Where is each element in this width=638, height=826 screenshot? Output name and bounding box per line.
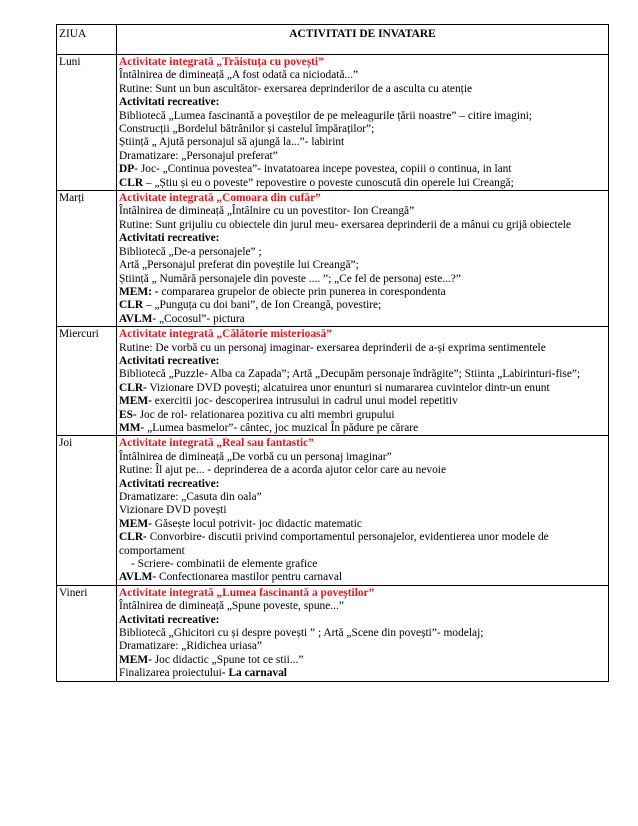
activity-text: exercitii joc- descoperirea intrusului in cadrul unui model repetitiv bbox=[151, 395, 458, 408]
activity-code: MEM- bbox=[119, 653, 152, 666]
activity-text: Joc didactic „Spune tot ce stii...” bbox=[151, 653, 304, 666]
activity-line: - Scriere- combinatii de elemente grafice bbox=[131, 558, 318, 571]
activity-line bbox=[119, 395, 606, 408]
section-label: Activitati recreative: bbox=[119, 354, 220, 367]
activity-line: Bibliotecă „De-a personajele” ; bbox=[119, 245, 262, 258]
activity-line: Construcții „Bordelul bătrânilor și castelul împăraților”; bbox=[119, 123, 375, 136]
day-cell: Miercuri bbox=[57, 327, 117, 436]
activity-line: Dramatizare: „Ridichea uriasa” bbox=[119, 640, 262, 653]
activity-text: – „Punguța cu doi bani”, de Ion Creangă, povestire; bbox=[143, 299, 382, 312]
activity-line bbox=[119, 667, 606, 680]
activity-title: Activitate integrată „Lumea fascinantă a poveștilor” bbox=[119, 586, 375, 599]
activity-text: - Joc- „Continua povestea”- invatatoarea incepe povestea, copiii o continua, in lant bbox=[134, 163, 512, 176]
activity-text: Confectionarea mastilor pentru carnaval bbox=[156, 571, 343, 584]
activity-code: CLR- bbox=[119, 531, 147, 544]
activity-line: Bibliotecă „Lumea fascinantă a poveștilor de pe meleagurile țării noastre” – citire imagini; bbox=[119, 109, 533, 122]
activity-line bbox=[119, 163, 606, 176]
activities-cell bbox=[117, 191, 609, 327]
activity-title: Activitate integrată „Comoara din cufăr” bbox=[119, 192, 321, 205]
activity-line: Vizionare DVD povești bbox=[119, 504, 227, 517]
activity-line: Rutine: Sunt un bun ascultător- exersarea deprinderilor de a asculta cu atenție bbox=[119, 82, 473, 95]
activity-line bbox=[119, 177, 606, 190]
activity-line bbox=[119, 286, 606, 299]
activity-line bbox=[119, 571, 606, 584]
activity-code: MEM- bbox=[119, 517, 152, 530]
table-row bbox=[57, 55, 609, 191]
activity-text: Finalizarea proiectului bbox=[119, 667, 222, 680]
activity-line bbox=[119, 382, 606, 395]
activity-text: - „Cocosul”- pictura bbox=[152, 312, 245, 325]
activity-text: Găsește locul potrivit- joc didactic matematic bbox=[151, 517, 362, 530]
activity-line: Bibliotecă „Ghicitori cu și despre povești ” ; Artă „Scene din povești”- modelaj; bbox=[119, 627, 484, 640]
activity-line: Întâlnirea de dimineață „A fost odată ca niciodată...” bbox=[119, 69, 359, 82]
activity-code: AVLM bbox=[119, 312, 153, 325]
activities-cell bbox=[117, 327, 609, 436]
activity-line: Întâlnirea de dimineață „Întâlnire cu un povestitor- Ion Creangă” bbox=[119, 205, 415, 218]
activity-line bbox=[119, 313, 606, 326]
day-cell: Marți bbox=[57, 191, 117, 327]
table-row bbox=[57, 585, 609, 681]
activity-text: – „Știu și eu o poveste” repovestire o poveste cunoscută din operele lui Creangă; bbox=[143, 176, 514, 189]
activity-code: DP bbox=[119, 163, 135, 176]
day-cell: Vineri bbox=[57, 585, 117, 681]
activity-line bbox=[119, 531, 606, 558]
activity-text: Vizionare DVD povești; alcatuirea unor enunturi si numararea cuvintelor dintr-un enunt bbox=[146, 381, 550, 394]
activity-line: Dramatizare: „Personajul preferat” bbox=[119, 149, 278, 162]
activity-line: Rutine: Sunt grijuliu cu obiectele din jurul meu- exersarea deprinderii de a mânui cu grijă obiectele bbox=[119, 218, 571, 231]
activities-table bbox=[56, 24, 609, 682]
day-cell: Joi bbox=[57, 436, 117, 585]
activity-line: Bibliotecă „Puzzle- Alba ca Zapada”; Artă „Decupăm personaje îndrăgite”; Stiinta „Labirinturi-fise”; bbox=[119, 368, 581, 381]
activity-line: Întâlnirea de dimineață „Spune poveste, spune...” bbox=[119, 600, 344, 613]
header-activities: ACTIVITATI DE INVATARE bbox=[117, 25, 609, 55]
activity-line bbox=[119, 299, 606, 312]
activity-code: AVLM- bbox=[119, 571, 157, 584]
activity-title: Activitate integrată „Călătorie misterioasă” bbox=[119, 328, 332, 341]
table-header-row bbox=[57, 25, 609, 55]
activity-final: - La carnaval bbox=[221, 667, 287, 680]
header-day: ZIUA bbox=[57, 25, 117, 55]
section-label: Activitati recreative: bbox=[119, 232, 220, 245]
activity-text: compararea grupelor de obiecte prin punerea in corespondenta bbox=[158, 285, 446, 298]
section-label: Activitati recreative: bbox=[119, 96, 220, 109]
day-cell: Luni bbox=[57, 55, 117, 191]
activity-line: Rutine: Îl ajut pe... - deprinderea de a acorda ajutor celor care au nevoie bbox=[119, 464, 447, 477]
table-row bbox=[57, 436, 609, 585]
activity-line bbox=[119, 518, 606, 531]
activities-cell bbox=[117, 585, 609, 681]
table-row bbox=[57, 191, 609, 327]
activity-line: Rutine: De vorbă cu un personaj imaginar- exersarea deprinderii de a-și exprima sentimentele bbox=[119, 341, 546, 354]
activity-line bbox=[119, 409, 606, 422]
section-label: Activitati recreative: bbox=[119, 477, 220, 490]
activity-text: Joc de rol- relationarea pozitiva cu alti membri grupului bbox=[136, 408, 395, 421]
activity-code: MEM: - bbox=[119, 285, 159, 298]
activity-line: Întâlnirea de dimineață „De vorbă cu un personaj imaginar” bbox=[119, 450, 392, 463]
activity-text: „Lumea basmelor”- cântec, joc muzical În pădure pe cărare bbox=[144, 421, 419, 434]
activity-line bbox=[119, 422, 606, 435]
table-row bbox=[57, 327, 609, 436]
activity-line: Dramatizare: „Casuta din oala” bbox=[119, 491, 262, 503]
activity-title: Activitate integrată „Trăistuța cu povești” bbox=[119, 56, 324, 68]
activity-code: CLR- bbox=[119, 381, 147, 394]
activity-code: MEM- bbox=[119, 395, 152, 408]
activity-line: Științǎ „ Numără personajele din poveste .... ”; „Ce fel de personaj este...?” bbox=[119, 272, 461, 285]
activity-line: Artă „Personajul preferat din poveștile lui Creangă”; bbox=[119, 259, 359, 272]
activity-line: Științǎ „ Ajută personajul să ajungă la...”- labirint bbox=[119, 136, 345, 149]
activities-cell bbox=[117, 436, 609, 585]
activity-code: CLR bbox=[119, 176, 144, 189]
activity-line bbox=[119, 654, 606, 667]
activity-code: CLR bbox=[119, 299, 144, 312]
activity-title: Activitate integrată „Real sau fantastic” bbox=[119, 437, 314, 450]
activity-text: Convorbire- discutii privind comportamentul personajelor, evidentierea unor modele de comportament bbox=[119, 531, 549, 557]
activity-code: MM- bbox=[119, 421, 145, 434]
activities-cell bbox=[117, 55, 609, 191]
activity-code: ES- bbox=[119, 408, 137, 421]
section-label: Activitati recreative: bbox=[119, 613, 220, 626]
